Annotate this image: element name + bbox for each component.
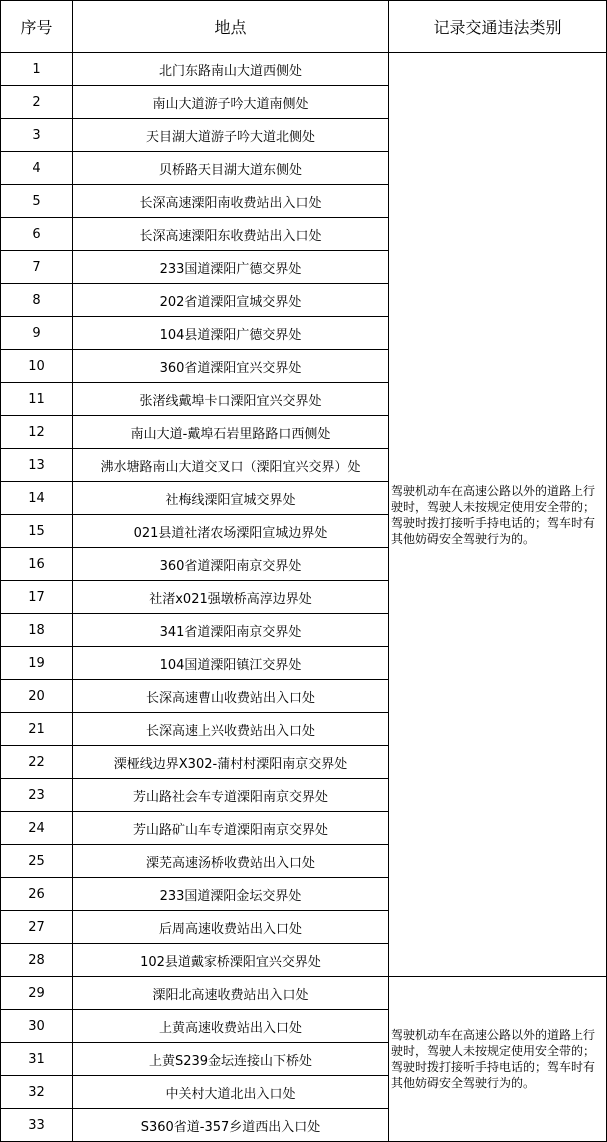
- row-location: 233国道溧阳金坛交界处: [73, 878, 389, 911]
- row-location: 上黄S239金坛连接山下桥处: [73, 1043, 389, 1076]
- row-seq: 31: [1, 1043, 73, 1076]
- row-location: 长深高速溧阳南收费站出入口处: [73, 185, 389, 218]
- row-location: 社梅线溧阳宣城交界处: [73, 482, 389, 515]
- row-seq: 28: [1, 944, 73, 977]
- row-seq: 14: [1, 482, 73, 515]
- header-category: 记录交通违法类别: [389, 1, 607, 53]
- row-seq: 6: [1, 218, 73, 251]
- row-seq: 12: [1, 416, 73, 449]
- row-location: 贝桥路天目湖大道东侧处: [73, 152, 389, 185]
- row-location: 芳山路社会车专道溧阳南京交界处: [73, 779, 389, 812]
- row-seq: 9: [1, 317, 73, 350]
- row-location: 104国道溧阳镇江交界处: [73, 647, 389, 680]
- row-seq: 32: [1, 1076, 73, 1109]
- row-location: 长深高速上兴收费站出入口处: [73, 713, 389, 746]
- row-violation-category: 驾驶机动车在高速公路以外的道路上行驶时，驾驶人未按规定使用安全带的；驾驶时拨打接听手持电话的；驾车时有其他妨碍安全驾驶行为的。: [389, 53, 607, 977]
- row-seq: 11: [1, 383, 73, 416]
- row-location: 溧阳北高速收费站出入口处: [73, 977, 389, 1010]
- row-location: 102县道戴家桥溧阳宜兴交界处: [73, 944, 389, 977]
- row-location: 芳山路矿山车专道溧阳南京交界处: [73, 812, 389, 845]
- table-body: [1, 53, 607, 1142]
- row-seq: 26: [1, 878, 73, 911]
- row-location: 360省道溧阳南京交界处: [73, 548, 389, 581]
- row-seq: 4: [1, 152, 73, 185]
- table-header-row: [1, 1, 607, 53]
- row-seq: 19: [1, 647, 73, 680]
- row-seq: 10: [1, 350, 73, 383]
- row-location: 021县道社渚农场溧阳宣城边界处: [73, 515, 389, 548]
- row-location: 341省道溧阳南京交界处: [73, 614, 389, 647]
- row-seq: 21: [1, 713, 73, 746]
- row-location: 沸水塘路南山大道交叉口（溧阳宜兴交界）处: [73, 449, 389, 482]
- row-seq: 13: [1, 449, 73, 482]
- row-location: 张渚线戴埠卡口溧阳宜兴交界处: [73, 383, 389, 416]
- row-location: 长深高速溧阳东收费站出入口处: [73, 218, 389, 251]
- row-seq: 25: [1, 845, 73, 878]
- row-seq: 2: [1, 86, 73, 119]
- row-location: 天目湖大道游子吟大道北侧处: [73, 119, 389, 152]
- row-location: 104县道溧阳广德交界处: [73, 317, 389, 350]
- row-seq: 29: [1, 977, 73, 1010]
- row-location: 溧芜高速汤桥收费站出入口处: [73, 845, 389, 878]
- row-location: 后周高速收费站出入口处: [73, 911, 389, 944]
- row-location: 南山大道游子吟大道南侧处: [73, 86, 389, 119]
- row-seq: 18: [1, 614, 73, 647]
- row-location: 南山大道-戴埠石岩里路路口西侧处: [73, 416, 389, 449]
- row-seq: 7: [1, 251, 73, 284]
- row-location: 社渚x021强墩桥高淳边界处: [73, 581, 389, 614]
- row-seq: 16: [1, 548, 73, 581]
- row-seq: 30: [1, 1010, 73, 1043]
- row-seq: 20: [1, 680, 73, 713]
- row-seq: 23: [1, 779, 73, 812]
- row-location: 上黄高速收费站出入口处: [73, 1010, 389, 1043]
- row-seq: 22: [1, 746, 73, 779]
- row-location: 中关村大道北出入口处: [73, 1076, 389, 1109]
- header-location: 地点: [73, 1, 389, 53]
- row-seq: 15: [1, 515, 73, 548]
- table-row: [1, 977, 607, 1010]
- row-seq: 24: [1, 812, 73, 845]
- row-seq: 3: [1, 119, 73, 152]
- row-location: 长深高速曹山收费站出入口处: [73, 680, 389, 713]
- row-seq: 8: [1, 284, 73, 317]
- row-location: 溧桠线边界X302-蒲村村溧阳南京交界处: [73, 746, 389, 779]
- row-seq: 1: [1, 53, 73, 86]
- header-seq: 序号: [1, 1, 73, 53]
- row-location: 360省道溧阳宜兴交界处: [73, 350, 389, 383]
- row-location: S360省道-357乡道西出入口处: [73, 1109, 389, 1142]
- table-row: [1, 53, 607, 86]
- row-seq: 5: [1, 185, 73, 218]
- row-seq: 33: [1, 1109, 73, 1142]
- row-location: 202省道溧阳宣城交界处: [73, 284, 389, 317]
- row-seq: 27: [1, 911, 73, 944]
- row-location: 北门东路南山大道西侧处: [73, 53, 389, 86]
- row-violation-category: 驾驶机动车在高速公路以外的道路上行驶时，驾驶人未按规定使用安全带的；驾驶时拨打接听手持电话的；驾车时有其他妨碍安全驾驶行为的。: [389, 977, 607, 1142]
- row-location: 233国道溧阳广德交界处: [73, 251, 389, 284]
- row-seq: 17: [1, 581, 73, 614]
